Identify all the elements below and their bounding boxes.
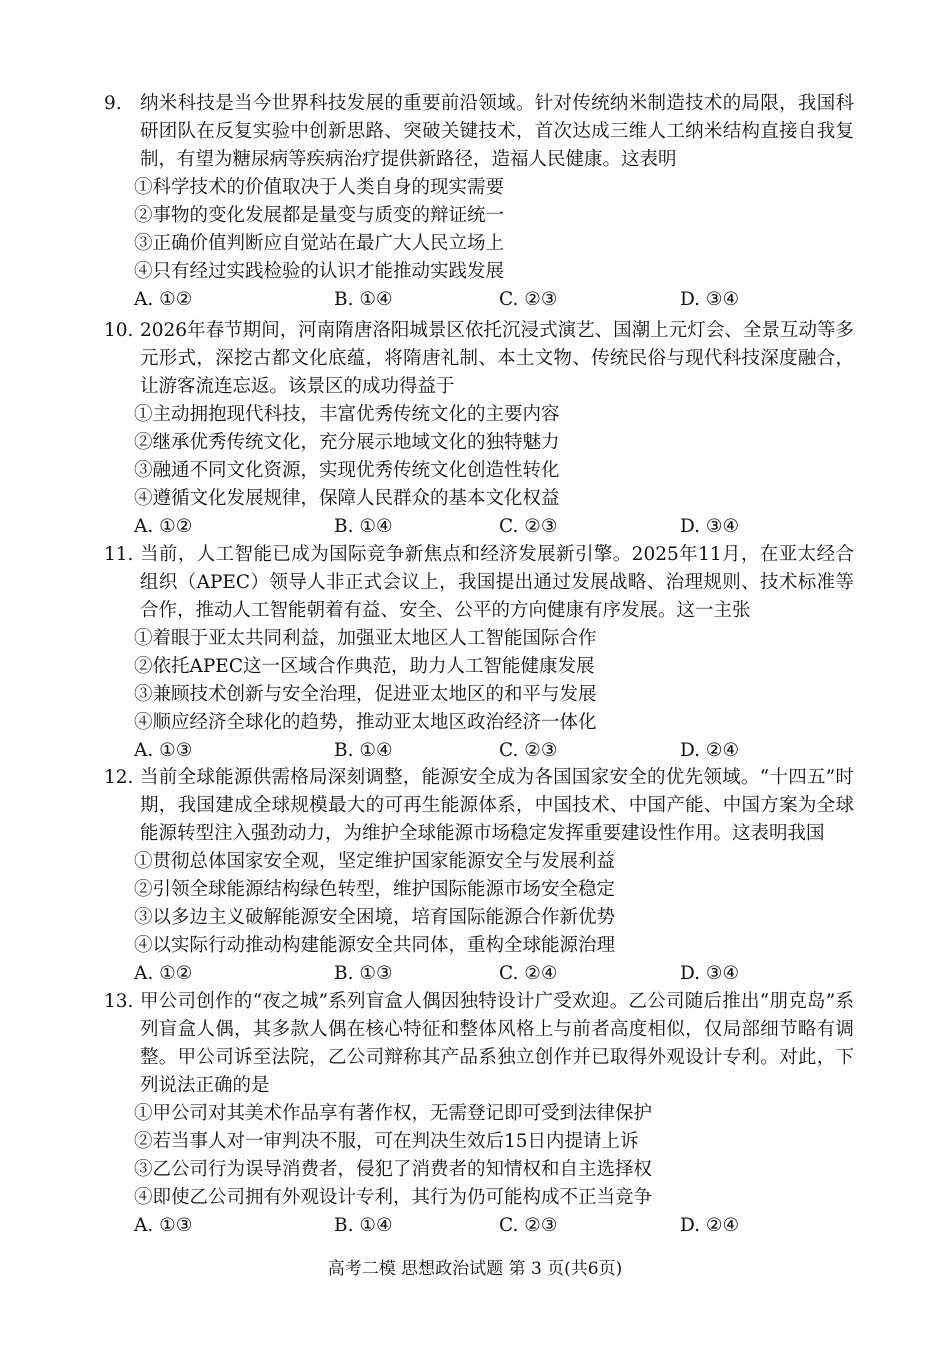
question-13 [104, 988, 854, 1240]
option-c: C. ②③ [499, 1215, 558, 1236]
option-a: A. ①③ [134, 1215, 193, 1236]
question-stem: 2026年春节期间，河南隋唐洛阳城景区依托沉浸式演艺、国潮上元灯会、全景互动等多元形式，深挖古都文化底蕴，将隋唐礼制、本土文物、传统民俗与现代科技深度融合，让游客流连忘返。该景区的成功得益于 [140, 320, 854, 397]
question-head [104, 317, 854, 401]
statement-1: ①贯彻总体国家安全观，坚定维护国家能源安全与发展利益 [134, 851, 616, 872]
statement-4: ④以实际行动推动构建能源安全共同体，重构全球能源治理 [134, 935, 616, 956]
answer-options [104, 1212, 854, 1240]
option-d: D. ②④ [680, 740, 740, 761]
option-b: B. ①④ [334, 1215, 393, 1236]
statement-3: ③正确价值判断应自觉站在最广大人民立场上 [134, 233, 505, 254]
question-head [104, 988, 854, 1100]
question-head [104, 764, 854, 848]
statement-1: ①主动拥抱现代科技，丰富优秀传统文化的主要内容 [134, 404, 560, 425]
statement-2: ②事物的变化发展都是量变与质变的辩证统一 [134, 205, 505, 226]
option-a: A. ①② [134, 963, 193, 984]
answer-options [104, 737, 854, 765]
option-b: B. ①④ [334, 289, 393, 310]
statement-1: ①甲公司对其美术作品享有著作权，无需登记即可受到法律保护 [134, 1103, 653, 1124]
option-b: B. ①④ [334, 740, 393, 761]
option-d: D. ②④ [680, 1215, 740, 1236]
option-c: C. ②④ [499, 963, 558, 984]
option-a: A. ①② [134, 289, 193, 310]
question-number: 11. [104, 544, 134, 565]
question-number: 12. [104, 767, 134, 788]
statement-2: ②引领全球能源结构绿色转型，维护国际能源市场安全稳定 [134, 879, 616, 900]
question-11 [104, 541, 854, 765]
statement-2: ②依托APEC这一区域合作典范，助力人工智能健康发展 [134, 656, 595, 677]
option-c: C. ②③ [499, 289, 558, 310]
answer-options [104, 286, 854, 314]
statement-3: ③以多边主义破解能源安全困境，培育国际能源合作新优势 [134, 907, 616, 928]
question-12 [104, 764, 854, 988]
option-b: B. ①④ [334, 516, 393, 537]
question-number: 9. [104, 93, 122, 114]
option-a: A. ①② [134, 516, 193, 537]
question-10 [104, 317, 854, 541]
statement-1: ①科学技术的价值取决于人类自身的现实需要 [134, 177, 505, 198]
question-number: 13. [104, 991, 134, 1012]
question-9 [104, 90, 854, 314]
option-d: D. ③④ [680, 963, 740, 984]
statement-4: ④即使乙公司拥有外观设计专利，其行为仍可能构成不正当竞争 [134, 1187, 653, 1208]
option-c: C. ②③ [499, 516, 558, 537]
question-stem: 纳米科技是当今世界科技发展的重要前沿领域。针对传统纳米制造技术的局限，我国科研团队在反复实验中创新思路、突破关键技术，首次达成三维人工纳米结构直接自我复制，有望为糖尿病等疾病治疗提供新路径，造福人民健康。这表明 [140, 93, 854, 170]
answer-options [104, 960, 854, 988]
answer-options [104, 513, 854, 541]
page-footer: 高考二模 思想政治试题 第 3 页(共6页) [327, 1259, 623, 1279]
option-d: D. ③④ [680, 289, 740, 310]
statement-2: ②若当事人对一审判决不服，可在判决生效后15日内提请上诉 [134, 1131, 639, 1152]
question-head [104, 541, 854, 625]
statement-1: ①着眼于亚太共同利益，加强亚太地区人工智能国际合作 [134, 628, 597, 649]
statement-4: ④顺应经济全球化的趋势，推动亚太地区政治经济一体化 [134, 712, 597, 733]
option-d: D. ③④ [680, 516, 740, 537]
question-number: 10. [104, 320, 134, 341]
statement-3: ③乙公司行为误导消费者，侵犯了消费者的知情权和自主选择权 [134, 1159, 653, 1180]
question-stem: 甲公司创作的“夜之城”系列盲盒人偶因独特设计广受欢迎。乙公司随后推出“朋克岛”系列盲盒人偶，其多款人偶在核心特征和整体风格上与前者高度相似，仅局部细节略有调整。甲公司诉至法院，乙公司辩称其产品系独立创作并已取得外观设计专利。对此，下列说法正确的是 [140, 991, 854, 1096]
option-c: C. ②③ [499, 740, 558, 761]
statement-4: ④遵循文化发展规律，保障人民群众的基本文化权益 [134, 488, 560, 509]
question-head [104, 90, 854, 174]
statement-2: ②继承优秀传统文化，充分展示地域文化的独特魅力 [134, 432, 560, 453]
statement-4: ④只有经过实践检验的认识才能推动实践发展 [134, 261, 505, 282]
option-a: A. ①③ [134, 740, 193, 761]
question-stem: 当前全球能源供需格局深刻调整，能源安全成为各国国家安全的优先领域。“十四五”时期，我国建成全球规模最大的可再生能源体系，中国技术、中国产能、中国方案为全球能源转型注入强劲动力，为维护全球能源市场稳定发挥重要建设性作用。这表明我国 [140, 767, 854, 844]
question-stem: 当前，人工智能已成为国际竞争新焦点和经济发展新引擎。2025年11月，在亚太经合组织（APEC）领导人非正式会议上，我国提出通过发展战略、治理规则、技术标准等合作，推动人工智能朝着有益、安全、公平的方向健康有序发展。这一主张 [140, 544, 854, 621]
statement-3: ③兼顾技术创新与安全治理，促进亚太地区的和平与发展 [134, 684, 597, 705]
statement-3: ③融通不同文化资源，实现优秀传统文化创造性转化 [134, 460, 560, 481]
option-b: B. ①③ [334, 963, 393, 984]
